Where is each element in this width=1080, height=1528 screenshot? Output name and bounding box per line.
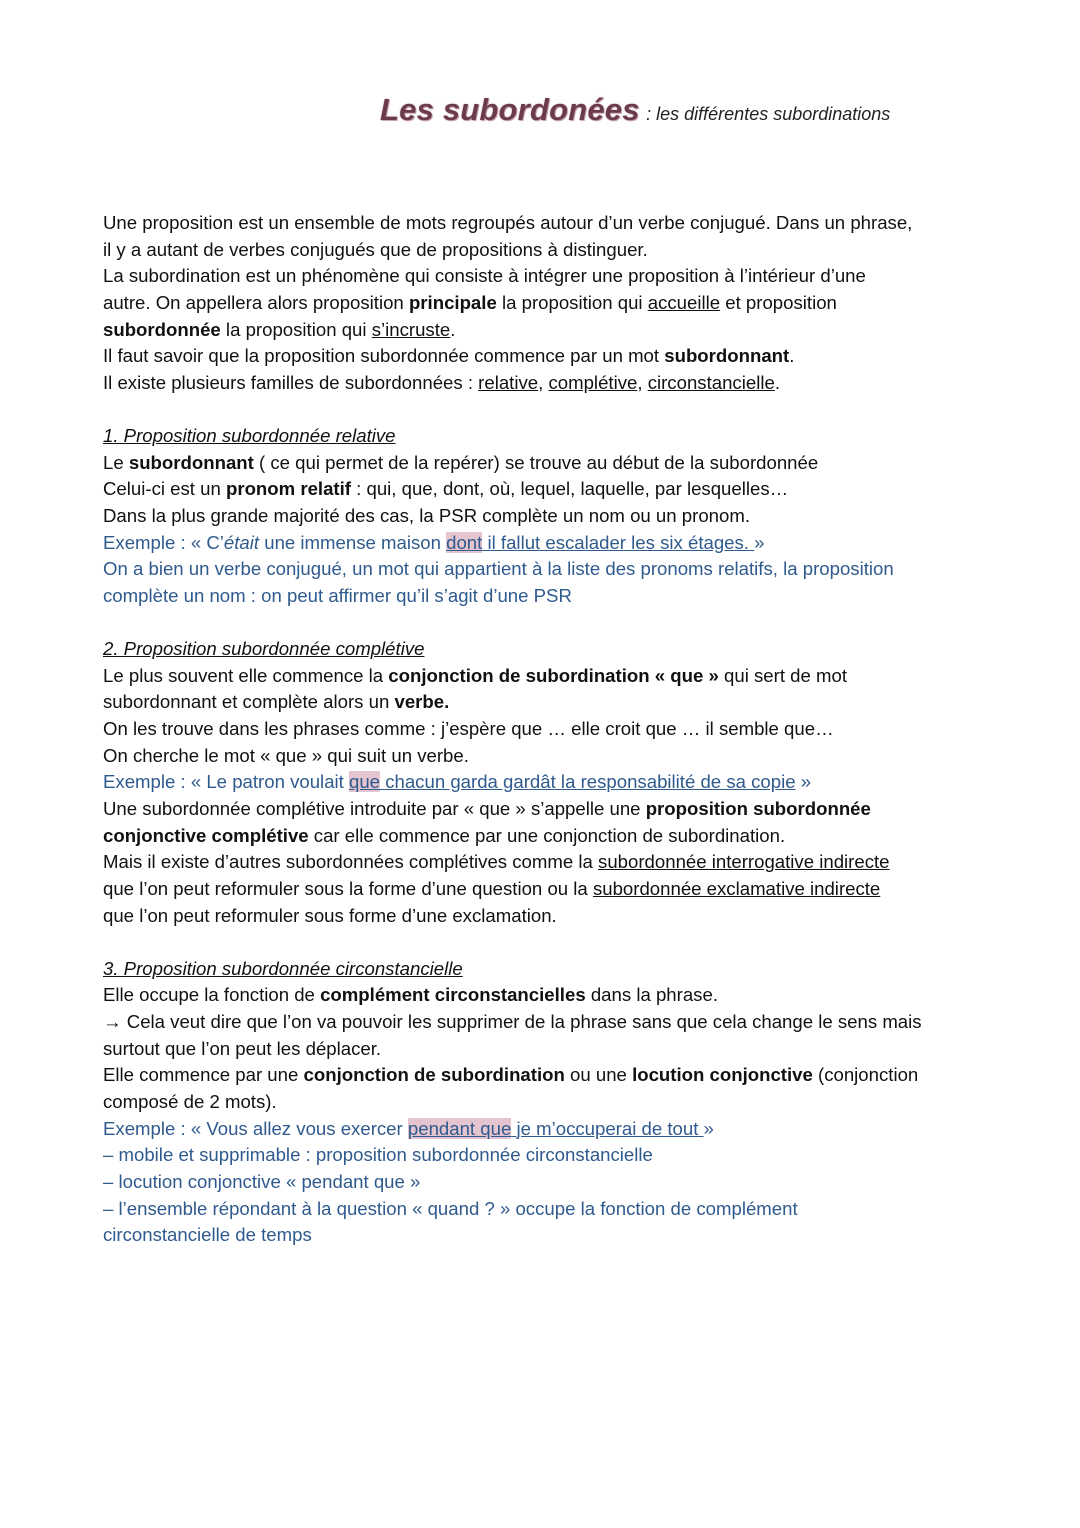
- text-run: → Cela veut dire que l’on va pouvoir les supprimer de la phrase sans que cela change le sens mais: [103, 1011, 922, 1032]
- text-run: Une subordonnée complétive introduite par « que » s’appelle une: [103, 798, 646, 819]
- section-line: [103, 903, 557, 929]
- text-run: qui sert de mot: [718, 664, 847, 686]
- text-run: surtout que l’on peut les déplacer.: [103, 1037, 382, 1059]
- section-line: [103, 476, 788, 502]
- text-run: (conjonction: [812, 1064, 919, 1085]
- text-run: – l’ensemble répondant à la question « quand ? » occupe la fonction de complément: [103, 1197, 798, 1219]
- text-run: La subordination est un phénomène qui consiste à intégrer une proposition à l’intérieur d’une: [103, 265, 866, 286]
- intro-line: [103, 263, 866, 289]
- text-run: circonstancielle de temps: [103, 1224, 312, 1245]
- text-run: Une proposition est un ensemble de mots regroupés autour d’un verbe conjugué. Dans un phrase,: [103, 212, 913, 233]
- text-run: Elle commence par une: [103, 1064, 304, 1085]
- section-line: [103, 450, 818, 476]
- text-run: subordonnée interrogative indirecte: [598, 851, 890, 872]
- text-run: je m’occuperai de tout: [516, 1117, 704, 1139]
- text-run: pronom relatif: [225, 478, 351, 499]
- section-line: [103, 1009, 922, 1035]
- highlight: dont: [446, 531, 483, 553]
- section-heading-relative: 1. Proposition subordonnée relative: [103, 425, 396, 446]
- text-run: subordonnant et complète alors un: [103, 691, 395, 712]
- section-line: [103, 1089, 277, 1115]
- intro-line: [103, 343, 794, 369]
- intro-line: [103, 290, 837, 316]
- text-run: principale: [408, 292, 497, 313]
- text-run: composé de 2 mots).: [103, 1091, 277, 1112]
- title-subtitle: : les différentes subordinations: [646, 104, 891, 124]
- section-line: [103, 1036, 381, 1062]
- text-run: conjonctive complétive: [103, 824, 309, 846]
- intro-line: [103, 317, 455, 343]
- text-run: dans la phrase.: [585, 984, 718, 1005]
- text-run: Elle occupe la fonction de: [103, 984, 321, 1005]
- explanation-line: [103, 1196, 798, 1222]
- section-line: [103, 689, 449, 715]
- text-run: Le: [103, 451, 129, 473]
- text-run: .: [774, 372, 780, 393]
- text-run: – locution conjonctive « pendant que »: [103, 1171, 421, 1192]
- text-run: .: [450, 318, 456, 340]
- text-run: subordonnée: [103, 318, 221, 340]
- section-line: [103, 743, 469, 769]
- text-run: relative: [478, 372, 539, 393]
- example-line: [103, 769, 811, 795]
- text-run: autre. On appellera alors proposition: [103, 292, 409, 313]
- text-run: car elle commence par une conjonction de subordination.: [308, 824, 786, 846]
- section-line: [103, 716, 834, 742]
- example-line: [103, 1116, 714, 1142]
- text-run: une immense maison: [259, 531, 447, 553]
- section-line: [103, 849, 890, 875]
- section-line: [103, 1062, 918, 1088]
- text-run: la proposition qui: [496, 292, 648, 313]
- text-run: accueille: [647, 292, 721, 313]
- section-line: [103, 876, 880, 902]
- section-line: [103, 982, 718, 1008]
- text-run: »: [795, 771, 812, 792]
- text-run: et proposition: [720, 292, 837, 313]
- intro-line: [103, 210, 912, 236]
- text-run: Exemple : « Le patron voulait: [103, 771, 349, 792]
- text-run: Dans la plus grande majorité des cas, la PSR complète un nom ou un pronom.: [103, 505, 750, 526]
- explanation-line: [103, 1142, 653, 1168]
- intro-line: [103, 237, 648, 263]
- explanation-line: [103, 1222, 312, 1248]
- text-run: conjonction de subordination « que »: [388, 664, 719, 686]
- text-run: complément circonstancielles: [320, 984, 586, 1005]
- intro-line: [103, 370, 780, 396]
- text-run: circonstancielle: [647, 372, 775, 393]
- page-title: [380, 92, 890, 128]
- text-run: Il existe plusieurs familles de subordonnées :: [103, 372, 479, 393]
- text-run: Le plus souvent elle commence la: [103, 664, 389, 686]
- text-run: Exemple : « Vous allez vous exercer: [103, 1117, 408, 1139]
- text-run: subordonnant: [664, 345, 790, 366]
- text-run: ou une: [564, 1064, 633, 1085]
- section-line: [103, 663, 847, 689]
- text-run: verbe.: [394, 691, 450, 712]
- text-run: Exemple : « C’: [103, 531, 224, 553]
- text-run: complète un nom : on peut affirmer qu’il s’agit d’une PSR: [103, 585, 572, 606]
- text-run: ( ce qui permet de la repérer) se trouve au début de la subordonnée: [253, 451, 819, 473]
- text-run: que l’on peut reformuler sous forme d’une exclamation.: [103, 904, 557, 926]
- text-run: subordonnant: [128, 451, 254, 473]
- text-run: que l’on peut reformuler sous la forme d’une question ou la: [103, 878, 593, 899]
- text-run: proposition subordonnée: [645, 798, 871, 819]
- text-run: ,: [637, 372, 648, 393]
- text-run: Mais il existe d’autres subordonnées complétives comme la: [103, 851, 599, 872]
- section-heading-completive: 2. Proposition subordonnée complétive: [103, 638, 425, 659]
- text-run: était: [223, 531, 260, 553]
- text-run: On a bien un verbe conjugué, un mot qui appartient à la liste des pronoms relatifs, la proposition: [103, 558, 894, 579]
- example-line: [103, 530, 764, 556]
- text-run: On les trouve dans les phrases comme : j’espère que … elle croit que … il semble que…: [103, 718, 834, 739]
- explanation-line: [103, 556, 894, 582]
- text-run: la proposition qui: [220, 318, 372, 340]
- text-run: il fallut escalader les six étages.: [487, 531, 755, 553]
- highlight: que: [349, 771, 381, 792]
- text-run: »: [703, 1117, 714, 1139]
- text-run: chacun garda gardât la responsabilité de sa copie: [385, 771, 796, 792]
- text-run: – mobile et supprimable : proposition subordonnée circonstancielle: [103, 1144, 653, 1165]
- section-line: [103, 796, 871, 822]
- text-run: On cherche le mot « que » qui suit un verbe.: [103, 744, 469, 766]
- explanation-line: [103, 583, 572, 609]
- text-run: Il faut savoir que la proposition subordonnée commence par un mot: [103, 345, 665, 366]
- highlight: pendant que: [407, 1117, 512, 1139]
- text-run: subordonnée exclamative indirecte: [592, 878, 881, 899]
- text-run: complétive: [548, 372, 638, 393]
- text-run: il y a autant de verbes conjugués que de propositions à distinguer.: [103, 238, 648, 260]
- text-run: »: [754, 531, 765, 553]
- text-run: Celui-ci est un: [103, 478, 226, 499]
- section-line: [103, 823, 785, 849]
- text-run: ,: [538, 372, 549, 393]
- text-run: s’incruste: [371, 318, 451, 340]
- section-heading-circonstancielle: 3. Proposition subordonnée circonstancielle: [103, 957, 463, 979]
- section-line: [103, 503, 750, 529]
- text-run: locution conjonctive: [632, 1064, 813, 1085]
- explanation-line: [103, 1169, 420, 1195]
- text-run: : qui, que, dont, où, lequel, laquelle, par lesquelles…: [350, 478, 789, 499]
- title-main: Les subordonées: [380, 92, 640, 127]
- text-run: conjonction de subordination: [303, 1064, 565, 1085]
- text-run: .: [789, 345, 795, 366]
